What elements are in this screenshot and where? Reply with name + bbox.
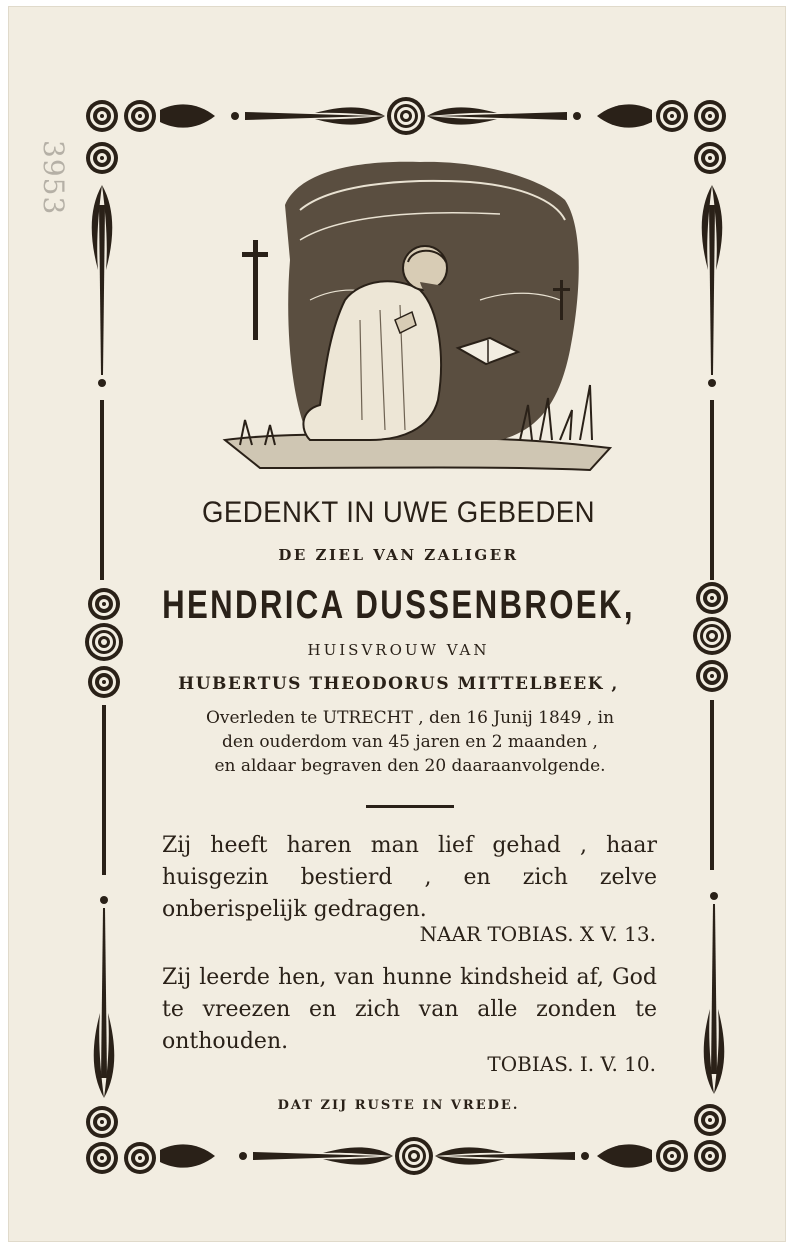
death-line-2: den ouderdom van 45 jaren en 2 maanden ,: [222, 732, 598, 752]
relation: HUISVROUW VAN: [307, 641, 490, 659]
death-line-1: Overleden te UTRECHT , den 16 Junij 1849 , in: [205, 708, 615, 728]
death-line-3: en aldaar begraven den 20 daaraanvolgende.: [214, 756, 606, 776]
quote-2-text: Zij leerde hen, van hunne kindsheid af, God te vreezen en zich van alle zonden te onthouden.: [162, 965, 657, 1054]
pencil-inventory-number: 3953: [37, 140, 70, 216]
closing-line: DAT ZIJ RUSTE IN VREDE.: [277, 1098, 520, 1113]
subheading: DE ZIEL VAN ZALIGER: [278, 546, 519, 564]
quote-1-reference: NAAR TOBIAS. X V. 13.: [419, 922, 656, 946]
quote-1-text: Zij heeft haren man lief gehad , haar huisgezin bestierd , en zich zelve onberispelijk gedragen.: [162, 833, 657, 922]
quote-2-reference: TOBIAS. I. V. 10.: [487, 1052, 656, 1076]
death-details: [160, 706, 660, 778]
spouse-name: HUBERTUS THEODORUS MITTELBEEK ,: [178, 674, 619, 694]
heading: GEDENKT IN UWE GEBEDEN: [201, 496, 596, 529]
woodcut-illustration: [225, 162, 610, 470]
deceased-name: HENDRICA DUSSENBROEK,: [162, 583, 635, 627]
divider-rule: [366, 805, 454, 808]
